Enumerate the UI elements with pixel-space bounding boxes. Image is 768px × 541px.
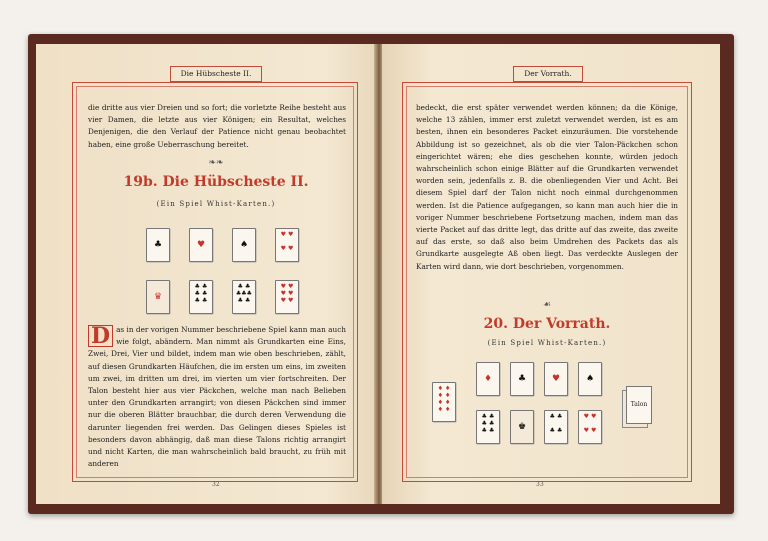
- hand-ornament-icon: ☙: [542, 300, 552, 310]
- card-ace-diamonds: ♦: [476, 362, 500, 396]
- card-king-spades: ♚: [510, 410, 534, 444]
- left-intro-text: die dritte aus vier Dreien und so fort; die vorletzte Reihe besteht aus vier Damen, die letzte aus vier Königen; ein Resultat, welches Denjenigen, die den Verlauf der Patience nicht genau beobachtet haben, eine große Ueberraschung bereitet.: [88, 103, 346, 149]
- card-four-spades: ♠: [578, 362, 602, 396]
- talon-card: Talon: [626, 386, 652, 424]
- card-three-spades: ♠: [232, 228, 256, 262]
- card-two-clubs: ♣: [510, 362, 534, 396]
- right-page: [382, 44, 720, 504]
- card-ace-clubs: ♣: [146, 228, 170, 262]
- card-six-clubs-right: ♣ ♣ ♣ ♣: [544, 410, 568, 444]
- card-eight-clubs: ♣ ♣ ♣ ♣ ♣ ♣: [476, 410, 500, 444]
- card-three-hearts: ♥: [544, 362, 568, 396]
- card-four-hearts-right: ♥ ♥ ♥ ♥: [578, 410, 602, 444]
- left-page: [36, 44, 376, 504]
- right-page-header: Der Vorrath.: [488, 66, 608, 80]
- card-eight-hearts: ♥ ♥ ♥ ♥ ♥ ♥: [275, 280, 299, 314]
- right-page-number: 33: [536, 481, 544, 488]
- card-two-hearts: ♥: [189, 228, 213, 262]
- card-nine-clubs: ♣ ♣ ♣♣♣ ♣ ♣: [232, 280, 256, 314]
- left-page-header: Die Hübscheste II.: [156, 66, 276, 80]
- card-eight-diamonds: ♦ ♦ ♦ ♦ ♦ ♦ ♦ ♦: [432, 382, 456, 422]
- right-body-text: bedeckt, die erst später verwendet werden können; da die Könige, welche 13 zählen, immer erst zuletzt verwendet werden, ist es am besten, ihnen ein besonderes Packet einzuräumen. Die vorstehende Abbildung ist so gezeichnet, als ob die vier Talon-Päckchen schon eingerichtet wären; ehe dies geschehen konnte, würden jedoch wahrscheinlich schon einige Blätter auf die Grundkarten verwendet worden sein, jedenfalls z. B. die obenliegenden Vier und Acht. Bei diesem Spiel darf der Talon nicht noch einmal durchgenommen werden. Ist die Patience aufgegangen, so kann man auch hier die in voriger Nummer beschriebene Fortsetzung machen, indem man das vierte Packet auf das dritte legt, das dritte auf das zweite, das zweite auf das erste, so daß also beim Umdrehen des Packets das als Grundkarte ausgelegte Aß oben liegt. Das verdeckte Auslegen der Karten wird dann, wie dort beschrieben, vorgenommen.: [416, 103, 678, 271]
- right-section-title: 20. Der Vorrath.: [483, 316, 611, 332]
- right-section-subtitle: (Ein Spiel Whist-Karten.): [487, 339, 607, 347]
- left-section-subtitle: (Ein Spiel Whist-Karten.): [156, 200, 276, 208]
- fleuron-icon: ❧❧: [208, 158, 224, 168]
- card-six-clubs: ♣ ♣ ♣ ♣ ♣ ♣: [189, 280, 213, 314]
- card-four-hearts: ♥ ♥ ♥ ♥: [275, 228, 299, 262]
- left-body-text: D as in der vorigen Nummer beschriebene Spiel kann man auch wie folgt, abändern. Man nimmt als Grundkarten eine Eins, Zwei, Drei, Vier und bildet, indem man wie oben beschrieben, zählt, auf diesen Grundkarten Häufchen, die im ersten um eins, im zweiten um zwei, im dritten um drei, im vierten um vier fortschreiten. Der Talon besteht hier aus vier Päckchen, welche man nach Belieben unter den Grundkarten arrangirt; von diesen Päckchen sind immer nur die oberen Blätter brauchbar, die durch deren Verwendung die darunter liegenden frei werden. Das Gelingen dieses Spieles ist besonders davon abhängig, daß man diese Talons richtig arrangirt und nicht Karten, die man wahrscheinlich bald braucht, zu früh mit anderen: [88, 323, 346, 469]
- left-page-number: 32: [212, 481, 220, 488]
- card-queen-hearts: ♛: [146, 280, 170, 314]
- left-section-title: 19b. Die Hübscheste II.: [123, 174, 309, 190]
- drop-cap: D: [88, 325, 113, 347]
